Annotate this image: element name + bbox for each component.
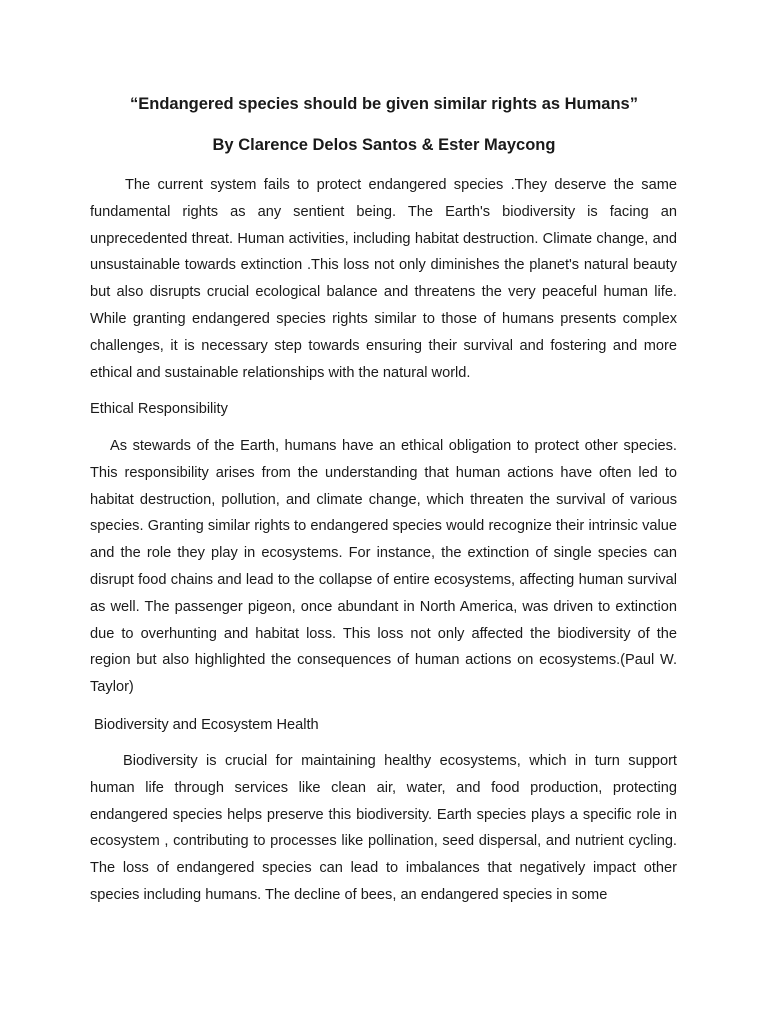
ethical-responsibility-paragraph: As stewards of the Earth, humans have an ethical obligation to protect other species. This responsibility arises from the understanding that human actions have often led to habitat destruction, pollution, and climate change, which threaten the survival of various species. Granting similar rights to endangered species would recognize their intrinsic value and the role they play in ecosystems. For instance, the extinction of single species can disrupt food chains and lead to the collapse of entire ecosystems, affecting human survival as well. The passenger pigeon, once abundant in North America, was driven to extinction due to overhunting and habitat loss. This loss not only affected the biodiversity of the region but also highlighted the consequences of human actions on ecosystems.(Paul W. Taylor) [90,438,677,696]
document-authors: By Clarence Delos Santos & Ester Maycong [212,136,556,154]
intro-paragraph: The current system fails to protect endangered species .They deserve the same fundamental rights as any sentient being. The Earth's biodiversity is facing an unprecedented threat. Human activities, including habitat destruction. Climate change, and unsustainable towards extinction .This loss not only diminishes the planet's natural beauty but also disrupts crucial ecological balance and threatens the very peaceful human life. While granting endangered species rights similar to those of humans presents complex challenges, it is necessary step towards ensuring their survival and fostering and more ethical and sustainable relationships with the natural world. [90,177,677,381]
biodiversity-paragraph: Biodiversity is crucial for maintaining healthy ecosystems, which in turn support human life through services like clean air, water, and food production, protecting endangered species helps preserve this biodiversity. Earth species plays a specific role in ecosystem , contributing to processes like pollination, seed dispersal, and nutrient cycling. The loss of endangered species can lead to imbalances that negatively impact other species including humans. The decline of bees, an endangered species in some [90,753,677,903]
document-title: “Endangered species should be given similar rights as Humans” [130,95,638,113]
section-heading-biodiversity: Biodiversity and Ecosystem Health [94,717,319,733]
section-heading-ethical-responsibility: Ethical Responsibility [90,401,228,417]
